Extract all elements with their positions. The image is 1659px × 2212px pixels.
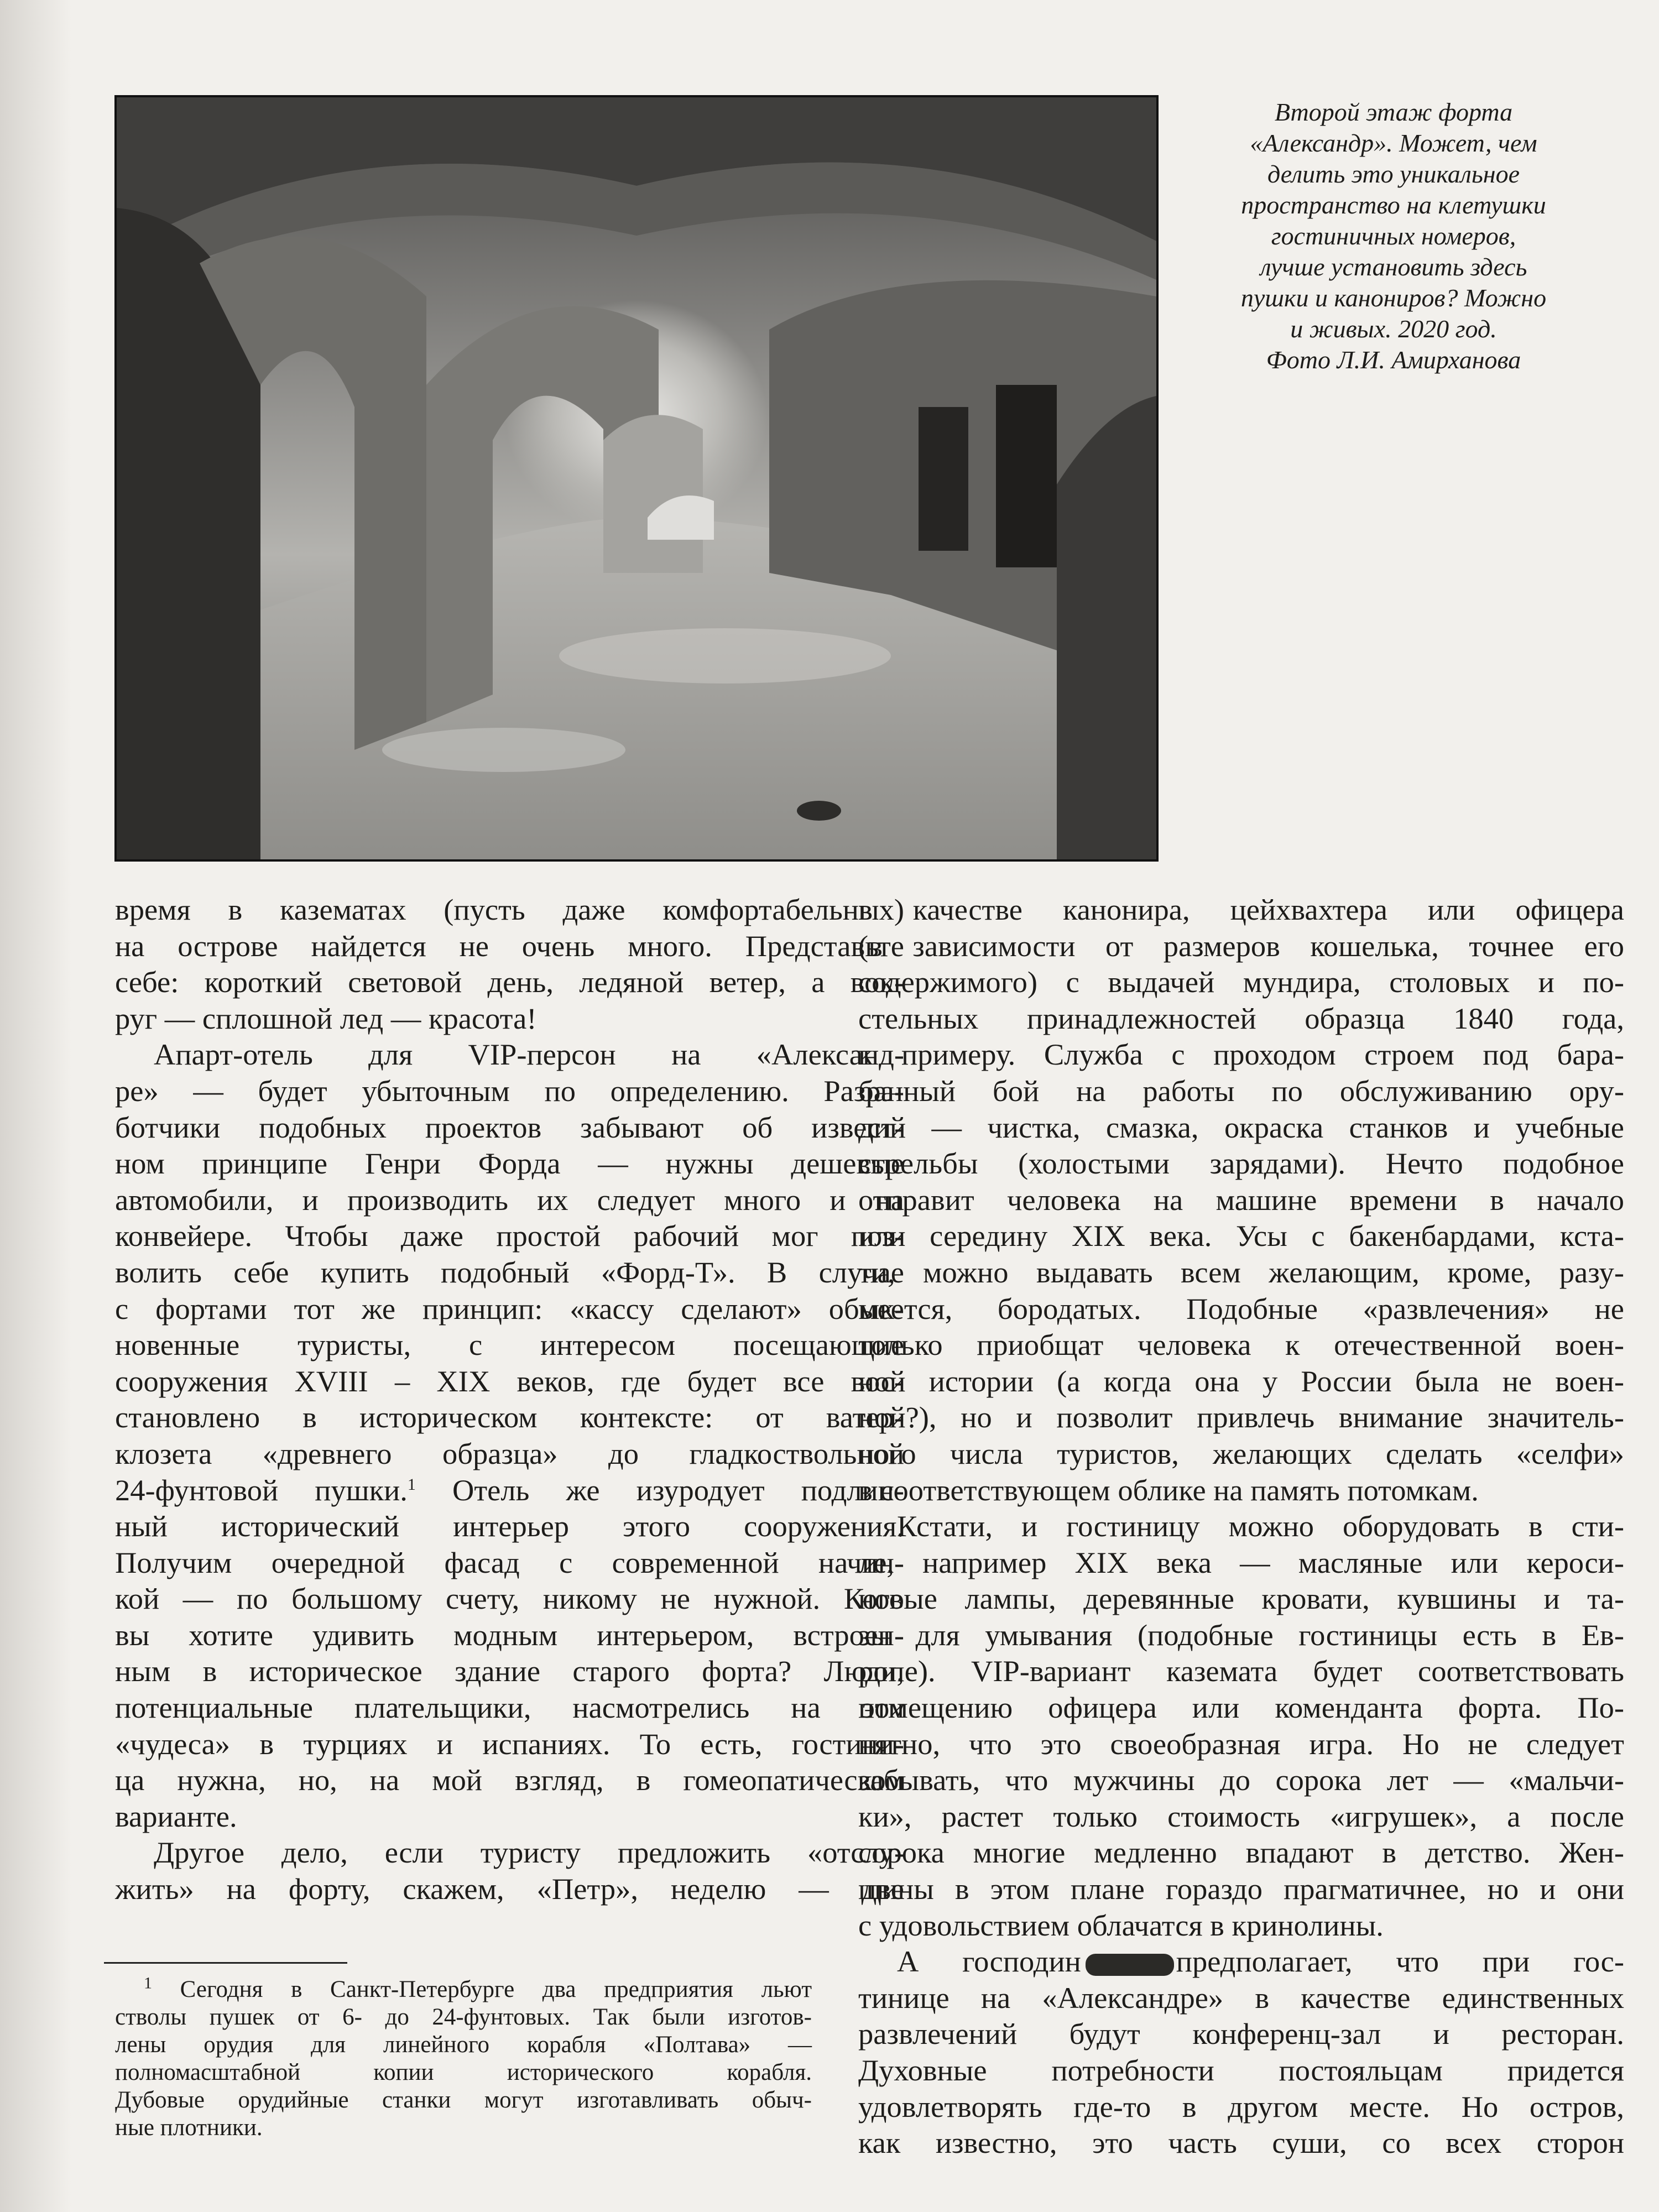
text-line: потенциальные плательщики, насмотрелись на эти [115, 1691, 904, 1725]
text-line-with-footnote [115, 1472, 904, 1509]
text-line: «чудеса» в турциях и испаниях. То есть, гостини- [115, 1726, 904, 1761]
text-line: конвейере. Чтобы даже простой рабочий мог поз- [115, 1219, 904, 1253]
text-line: тинице на «Александре» в качестве единственных [858, 1980, 1624, 2015]
text-line: меется, бородатых. Подобные «развлечения» не [858, 1291, 1624, 1326]
text-line: клозета «древнего образца» до гладкоствольной [115, 1436, 904, 1470]
text-segment: Отель же изуродует подлин- [452, 1473, 904, 1507]
photo-caption [1189, 97, 1598, 375]
caption-line: лучше установить здесь [1260, 253, 1527, 281]
text-line: становлено в историческом контексте: от ватер- [115, 1400, 904, 1434]
text-line: кой — по большому счету, никому не нужной. Кого [115, 1582, 904, 1616]
text-line: с фортами тот же принцип: «кассу сделают» обык- [115, 1291, 904, 1326]
caption-line: делить это уникальное [1267, 160, 1520, 188]
text-line: содержимого) с выдачей мундира, столовых и по- [858, 965, 1624, 999]
text-line: Получим очередной фасад с современной начин- [115, 1545, 904, 1579]
text-line: Духовные потребности постояльцам придется [858, 2053, 1624, 2087]
footnote-line: стволы пушек от 6- до 24-фунтовых. Так были изготов- [115, 2004, 812, 2030]
text-line: забывать, что мужчины до сорока лет — «мальчи- [858, 1763, 1624, 1797]
text-line: удовлетворять где-то в другом месте. Но остров, [858, 2089, 1624, 2124]
text-line: ном принципе Генри Форда — нужны дешевые [115, 1146, 904, 1181]
text-line: зы для умывания (подобные гостиницы есть в Ев- [858, 1618, 1624, 1652]
photo-vaults-illustration [117, 97, 1156, 859]
caption-line: гостиничных номеров, [1271, 222, 1516, 250]
footnote-line: ные плотники. [115, 2115, 263, 2141]
redacted-name-marker [1086, 1954, 1174, 1976]
text-line: к примеру. Служба с проходом строем под бара- [858, 1037, 1624, 1072]
caption-line: пушки и канониров? Можно [1240, 284, 1547, 312]
text-line: новые лампы, деревянные кровати, кувшины и та- [858, 1582, 1624, 1616]
caption-credit: Фото Л.И. Амирханова [1266, 346, 1521, 374]
paragraph-start-line [858, 1943, 1624, 1980]
text-line: ной?), но и позволит привлечь внимание значитель- [858, 1400, 1624, 1434]
text-line: в соответствующем облике на память потомкам. [858, 1473, 1479, 1507]
text-line: ца нужна, но, на мой взгляд, в гомеопатическом [115, 1763, 904, 1797]
caption-line: пространство на клетушки [1241, 191, 1546, 219]
caption-line: Второй этаж форта [1274, 98, 1513, 126]
text-line: ного числа туристов, желающих сделать «селфи» [858, 1436, 1624, 1470]
text-line: ки», растет только стоимость «игрушек», а после [858, 1799, 1624, 1833]
text-line: с удовольствием облачатся в кринолины. [858, 1908, 1384, 1942]
text-line: время в казематах (пусть даже комфортабельных) [115, 893, 904, 926]
text-line: варианте. [115, 1799, 237, 1833]
text-line: автомобили, и производить их следует много и на [115, 1182, 904, 1217]
caption-line: и живых. 2020 год. [1290, 315, 1497, 343]
text-line: стельных принадлежностей образца 1840 года, [858, 1001, 1624, 1035]
footnote-marker: 1 [144, 1974, 152, 1992]
text-segment: А господин [897, 1944, 1081, 1979]
text-line: новенные туристы, с интересом посещающие [115, 1328, 904, 1362]
text-line: дий — чистка, смазка, окраска станков и учебные [858, 1110, 1624, 1144]
text-line: как известно, это часть суши, со всех сторон [858, 2126, 1624, 2160]
text-line: или середину XIX века. Усы с бакенбардами, кста- [858, 1219, 1624, 1253]
text-line: (в зависимости от размеров кошелька, точнее его [858, 928, 1624, 963]
text-line: себе: короткий световой день, ледяной ветер, а вок- [115, 965, 904, 999]
text-line: в качестве канонира, цейхвахтера или офицера [858, 893, 1624, 926]
text-line: ный исторический интерьер этого сооружения. [115, 1509, 904, 1543]
text-line: руг — сплошной лед — красота! [115, 1001, 537, 1035]
text-line: на острове найдется не очень много. Представьте [115, 928, 904, 963]
text-segment: Сегодня в Санкт-Петербурге два предприятия льют [180, 1976, 812, 2002]
text-line: ным в историческое здание старого форта? Люди, [115, 1654, 904, 1688]
text-segment: 24-фунтовой пушки. [115, 1473, 408, 1507]
caption-line: «Александр». Может, чем [1250, 129, 1537, 157]
text-line: помещению офицера или коменданта форта. По- [858, 1691, 1624, 1725]
text-line: ботчики подобных проектов забывают об извест- [115, 1110, 904, 1144]
left-text-column [115, 891, 904, 1907]
text-line: щины в этом плане гораздо прагматичнее, но и они [858, 1872, 1624, 1906]
text-line: развлечений будут конференц-зал и ресторан. [858, 2017, 1624, 2051]
text-line: сорока многие медленно впадают в детство. Жен- [858, 1835, 1624, 1870]
footnote-divider [104, 1962, 347, 1964]
footnote-line [115, 1976, 812, 2004]
text-line: сооружения XVIII – XIX веков, где будет все вос- [115, 1364, 904, 1398]
paragraph-start-line: Другое дело, если туристу предложить «отслу- [154, 1835, 904, 1870]
paragraph-start-line: Кстати, и гостиницу можно оборудовать в сти- [897, 1509, 1624, 1543]
text-line: стрельбы (холостыми зарядами). Нечто подобное [858, 1146, 1624, 1181]
fort-interior-photo [114, 95, 1159, 862]
footnote-line: Дубовые орудийные станки могут изготавливать обыч- [115, 2087, 812, 2113]
footnote-line: полномасштабной копии исторического корабля. [115, 2059, 812, 2085]
text-line: ле, например XIX века — масляные или кероси- [858, 1545, 1624, 1579]
text-line: ропе). VIP-вариант каземата будет соответствовать [858, 1654, 1624, 1688]
footnote [115, 1976, 812, 2142]
text-line: отправит человека на машине времени в начало [858, 1182, 1624, 1217]
text-line: жить» на форту, скажем, «Петр», неделю — две [115, 1872, 904, 1906]
footnote-reference: 1 [407, 1475, 416, 1494]
right-text-column [858, 891, 1624, 2161]
paragraph-start-line: Апарт-отель для VIP-персон на «Александ- [154, 1037, 904, 1072]
text-line: ре» — будет убыточным по определению. Разра- [115, 1073, 904, 1108]
text-line: банный бой на работы по обслуживанию ору- [858, 1073, 1624, 1108]
text-line: вы хотите удивить модным интерьером, встроен- [115, 1618, 904, 1652]
text-line: ти, можно выдавать всем желающим, кроме, разу- [858, 1255, 1624, 1289]
text-segment: предполагает, что при гос- [1176, 1944, 1624, 1979]
page-edge-shadow [0, 0, 72, 2212]
text-line: только приобщат человека к отечественной воен- [858, 1328, 1624, 1362]
text-line: нятно, что это своеобразная игра. Но не следует [858, 1726, 1624, 1761]
text-line: ной истории (а когда она у России была не воен- [858, 1364, 1624, 1398]
footnote-line: лены орудия для линейного корабля «Полтава» — [115, 2032, 812, 2058]
text-line: волить себе купить подобный «Форд-Т». В случае [115, 1255, 904, 1289]
